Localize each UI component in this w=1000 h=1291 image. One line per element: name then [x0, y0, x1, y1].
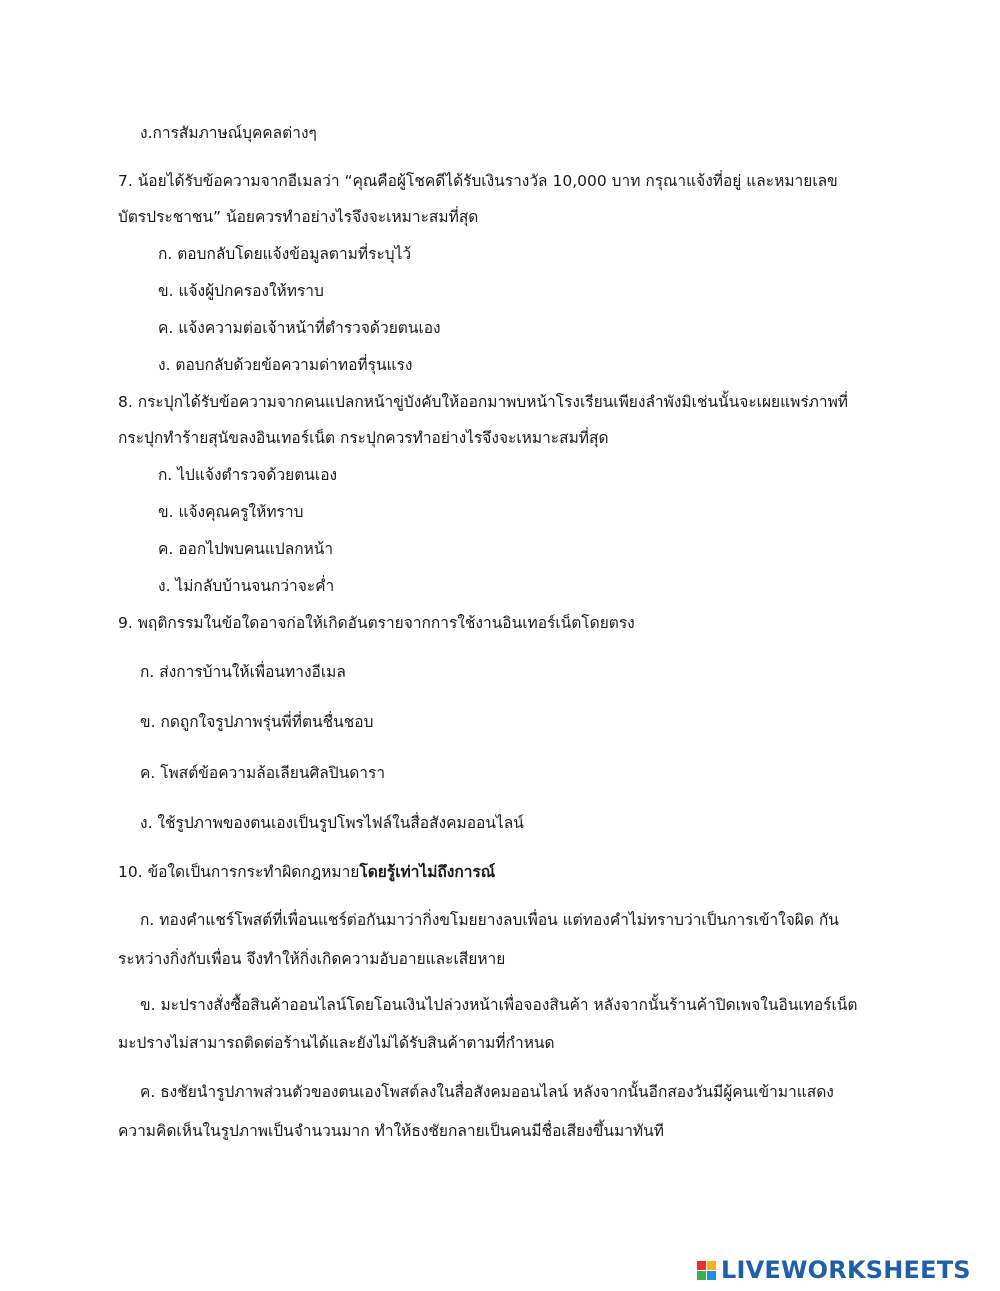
q10-option-c-line1: ค. ธงชัยนำรูปภาพส่วนตัวของตนเองโพสต์ลงในสื่อสังคมออนไลน์ หลังจากนั้นอีกสองวันมีผู้คนเข้ามาแสดง	[140, 1083, 834, 1101]
logo-block-blue	[707, 1271, 716, 1280]
logo-block-yellow	[707, 1261, 716, 1270]
q9-option-a: ก. ส่งการบ้านให้เพื่อนทางอีเมล	[140, 663, 346, 681]
q10-question-emphasis: โดยรู้เท่าไม่ถึงการณ์	[359, 863, 496, 881]
q7-question-line2: บัตรประชาชน” น้อยควรทำอย่างไรจึงจะเหมาะสมที่สุด	[118, 208, 479, 226]
q9-option-d: ง. ใช้รูปภาพของตนเองเป็นรูปโพรไฟล์ในสื่อสังคมออนไลน์	[140, 814, 524, 832]
q7-option-b: ข. แจ้งผู้ปกครองให้ทราบ	[158, 282, 324, 300]
q10-option-b-line1: ข. มะปรางสั่งซื้อสินค้าออนไลน์โดยโอนเงินไปล่วงหน้าเพื่อจองสินค้า หลังจากนั้นร้านค้าปิดเพจในอินเทอร์เน็ต	[140, 996, 858, 1014]
q8-question-line1: 8. กระปุกได้รับข้อความจากคนแปลกหน้าขู่บังคับให้ออกมาพบหน้าโรงเรียนเพียงลำพังมิเช่นนั้นจะเผยแพร่ภาพที่	[118, 393, 849, 411]
logo-block-green	[697, 1271, 706, 1280]
logo-blocks-icon	[697, 1261, 716, 1280]
q9-question: 9. พฤติกรรมในข้อใดอาจก่อให้เกิดอันตรายจากการใช้งานอินเทอร์เน็ตโดยตรง	[118, 614, 635, 632]
logo-block-red	[697, 1261, 706, 1270]
q8-option-b: ข. แจ้งคุณครูให้ทราบ	[158, 503, 304, 521]
q8-option-a: ก. ไปแจ้งตำรวจด้วยตนเอง	[158, 466, 338, 484]
q10-option-c-line2: ความคิดเห็นในรูปภาพเป็นจำนวนมาก ทำให้ธงชัยกลายเป็นคนมีชื่อเสียงขึ้นมาทันที	[118, 1122, 664, 1140]
q8-option-c: ค. ออกไปพบคนแปลกหน้า	[158, 540, 334, 558]
q9-option-c: ค. โพสต์ข้อความล้อเลียนศิลปินดารา	[140, 764, 386, 782]
q8-question-line2: กระปุกทำร้ายสุนัขลงอินเทอร์เน็ต กระปุกควรทำอย่างไรจึงจะเหมาะสมที่สุด	[118, 429, 609, 447]
liveworksheets-logo	[697, 1256, 971, 1284]
q10-question	[118, 862, 495, 882]
q7-question-line1: 7. น้อยได้รับข้อความจากอีเมลว่า “คุณคือผู้โชคดีได้รับเงินรางวัล 10,000 บาท กรุณาแจ้งที่อยู่ และหมายเลข	[118, 172, 838, 190]
q7-option-c: ค. แจ้งความต่อเจ้าหน้าที่ตำรวจด้วยตนเอง	[158, 319, 441, 337]
q7-option-a: ก. ตอบกลับโดยแจ้งข้อมูลตามที่ระบุไว้	[158, 245, 412, 263]
q10-question-prefix: 10. ข้อใดเป็นการกระทำผิดกฎหมาย	[118, 863, 360, 881]
q10-option-b-line2: มะปรางไม่สามารถติดต่อร้านได้และยังไม่ได้รับสินค้าตามที่กำหนด	[118, 1034, 555, 1052]
q10-option-a-line1: ก. ทองคำแชร์โพสต์ที่เพื่อนแชร์ต่อกันมาว่ากิ่งขโมยยางลบเพื่อน แต่ทองคำไม่ทราบว่าเป็นการเข้าใจผิด กัน	[140, 911, 839, 929]
logo-text: LIVEWORKSHEETS	[721, 1256, 971, 1284]
q8-option-d: ง. ไม่กลับบ้านจนกว่าจะค่ำ	[158, 577, 335, 595]
q7-option-d: ง. ตอบกลับด้วยข้อความด่าทอที่รุนแรง	[158, 356, 413, 374]
q6-option-d: ง.การสัมภาษณ์บุคคลต่างๆ	[140, 124, 317, 142]
q9-option-b: ข. กดถูกใจรูปภาพรุ่นพี่ที่ตนชื่นชอบ	[140, 713, 374, 731]
q10-option-a-line2: ระหว่างกิ่งกับเพื่อน จึงทำให้กิ่งเกิดความอับอายและเสียหาย	[118, 950, 506, 968]
